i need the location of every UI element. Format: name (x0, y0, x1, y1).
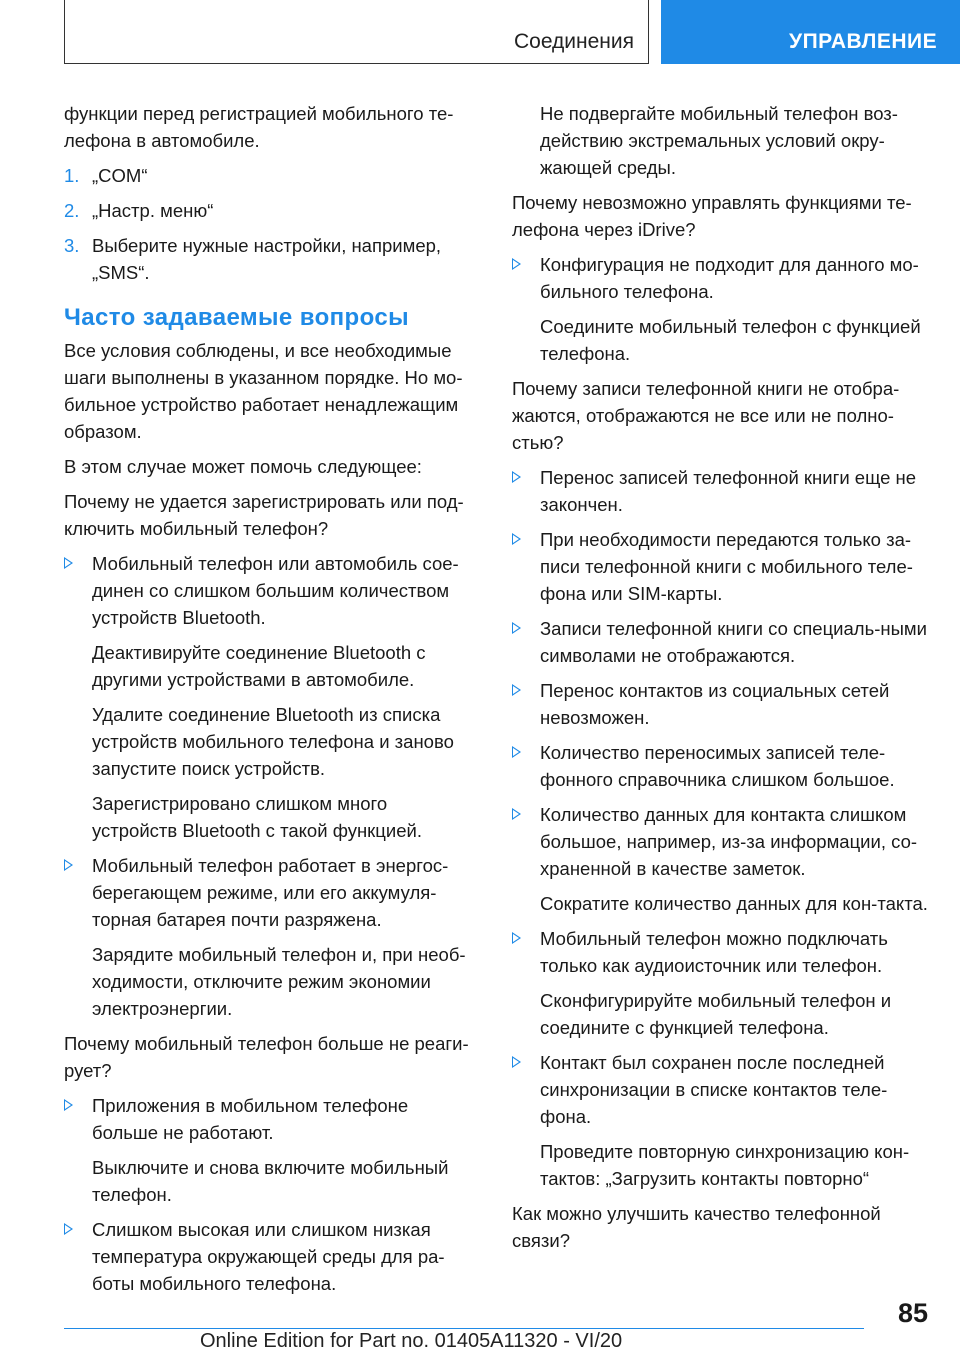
question: Почему мобильный телефон больше не реаги-рует? (64, 1033, 469, 1081)
solution-text: Деактивируйте соединение Bluetooth с другими устройствами в автомобиле. (92, 642, 426, 690)
triangle-bullet-icon (512, 746, 521, 758)
bullet-text: Слишком высокая или слишком низкая температура окружающей среды для ра-боты мобильного телефона. (92, 1219, 445, 1294)
bullet-text: При необходимости передаются только за-писи телефонной книги с мобильного теле-фона или SIM-карты. (540, 529, 913, 604)
solution-text: Проведите повторную синхронизацию кон-тактов: „Загрузить контакты повторно“ (540, 1141, 910, 1189)
step-text: „COM“ (92, 165, 148, 186)
triangle-bullet-icon (64, 1223, 73, 1235)
footer-edition: Online Edition for Part no. 01405A11320 - VI/20 (200, 1330, 623, 1352)
bullet-text: Мобильный телефон или автомобиль сое-динен со слишком большим количеством устройств Bluetooth. (92, 553, 459, 628)
faq-heading: Часто задаваемые вопросы (64, 304, 409, 331)
step-text: Выберите нужные настройки, например, „SMS“. (92, 235, 442, 283)
triangle-bullet-icon (64, 859, 73, 871)
solution-text: Зарядите мобильный телефон и, при необ-ходимости, отключите режим экономии электроэнергии. (92, 944, 466, 1019)
bullet-item (512, 1049, 928, 1130)
triangle-bullet-icon (512, 1056, 521, 1068)
bullet-item (512, 464, 928, 518)
bullet-item (512, 251, 928, 305)
bullet-text: Конфигурация не подходит для данного мо-бильного телефона. (540, 254, 919, 302)
triangle-bullet-icon (512, 258, 521, 270)
faq-intro: Все условия соблюдены, и все необходимые шаги выполнены в указанном порядке. Но мо-бильное устройство работает ненадлежащим образом. (64, 340, 463, 442)
triangle-bullet-icon (64, 557, 73, 569)
bullet-item (512, 677, 928, 731)
triangle-bullet-icon (64, 1099, 73, 1111)
bullet-item (512, 526, 928, 607)
solution-text: Соедините мобильный телефон с функцией телефона. (540, 316, 921, 364)
step-item (64, 232, 476, 286)
page-number: 85 (897, 1298, 928, 1328)
bullet-text: Перенос контактов из социальных сетей невозможен. (540, 680, 890, 728)
solution-text: Не подвергайте мобильный телефон воз-действию экстремальных условий окру-жающей среды. (540, 103, 898, 178)
left-column (64, 100, 476, 1305)
bullet-text: Мобильный телефон работает в энергос-берегающем режиме, или его аккумуля-торная батарея почти разряжена. (92, 855, 449, 930)
triangle-bullet-icon (512, 684, 521, 696)
triangle-bullet-icon (512, 471, 521, 483)
bullet-item (512, 615, 928, 669)
bullet-text: Количество переносимых записей теле-фонного справочника слишком большое. (540, 742, 895, 790)
question: Почему невозможно управлять функциями те-лефона через iDrive? (512, 192, 912, 240)
question: Как можно улучшить качество телефонной связи? (512, 1203, 881, 1251)
bullet-item (512, 739, 928, 793)
header-chapter-tab (661, 0, 960, 64)
step-number: 2. (64, 200, 80, 221)
intro-text: функции перед регистрацией мобильного те-лефона в автомобиле. (64, 103, 454, 151)
bullet-item (512, 801, 928, 882)
footer-divider (64, 1328, 864, 1329)
bullet-item (64, 1092, 476, 1146)
step-number: 3. (64, 235, 80, 256)
triangle-bullet-icon (512, 533, 521, 545)
right-column (512, 100, 928, 1262)
solution-text: Сконфигурируйте мобильный телефон и соедините с функцией телефона. (540, 990, 892, 1038)
question: Почему не удается зарегистрировать или под-ключить мобильный телефон? (64, 491, 464, 539)
solution-text: Выключите и снова включите мобильный телефон. (92, 1157, 449, 1205)
step-number: 1. (64, 165, 80, 186)
triangle-bullet-icon (512, 932, 521, 944)
faq-intro: В этом случае может помочь следующее: (64, 456, 422, 477)
solution-text: Удалите соединение Bluetooth из списка устройств мобильного телефона и заново запустите поиск устройств. (92, 704, 454, 779)
bullet-text: Контакт был сохранен после последней синхронизации в списке контактов теле-фона. (540, 1052, 888, 1127)
section-title: Соединения (513, 30, 634, 53)
bullet-text: Перенос записей телефонной книги еще не закончен. (540, 467, 917, 515)
solution-text: Зарегистрировано слишком много устройств Bluetooth с такой функцией. (92, 793, 422, 841)
bullet-text: Количество данных для контакта слишком большое, например, из-за информации, со-храненной в качестве заметок. (540, 804, 918, 879)
solution-text: Сократите количество данных для кон-такта. (540, 893, 928, 914)
step-text: „Настр. меню“ (92, 200, 214, 221)
step-item (64, 162, 476, 189)
bullet-text: Приложения в мобильном телефоне больше не работают. (92, 1095, 409, 1143)
bullet-item (64, 852, 476, 933)
bullet-item (512, 925, 928, 979)
triangle-bullet-icon (512, 622, 521, 634)
bullet-item (64, 550, 476, 631)
step-item (64, 197, 476, 224)
header-section-tab (64, 0, 649, 64)
bullet-text: Мобильный телефон можно подключать только как аудиоисточник или телефон. (540, 928, 888, 976)
bullet-text: Записи телефонной книги со специаль-ными символами не отображаются. (540, 618, 927, 666)
question: Почему записи телефонной книги не отобра-жаются, отображаются не все или не полно-стью? (512, 378, 900, 453)
triangle-bullet-icon (512, 808, 521, 820)
bullet-item (64, 1216, 476, 1297)
chapter-title: УПРАВЛЕНИЕ (789, 30, 938, 53)
